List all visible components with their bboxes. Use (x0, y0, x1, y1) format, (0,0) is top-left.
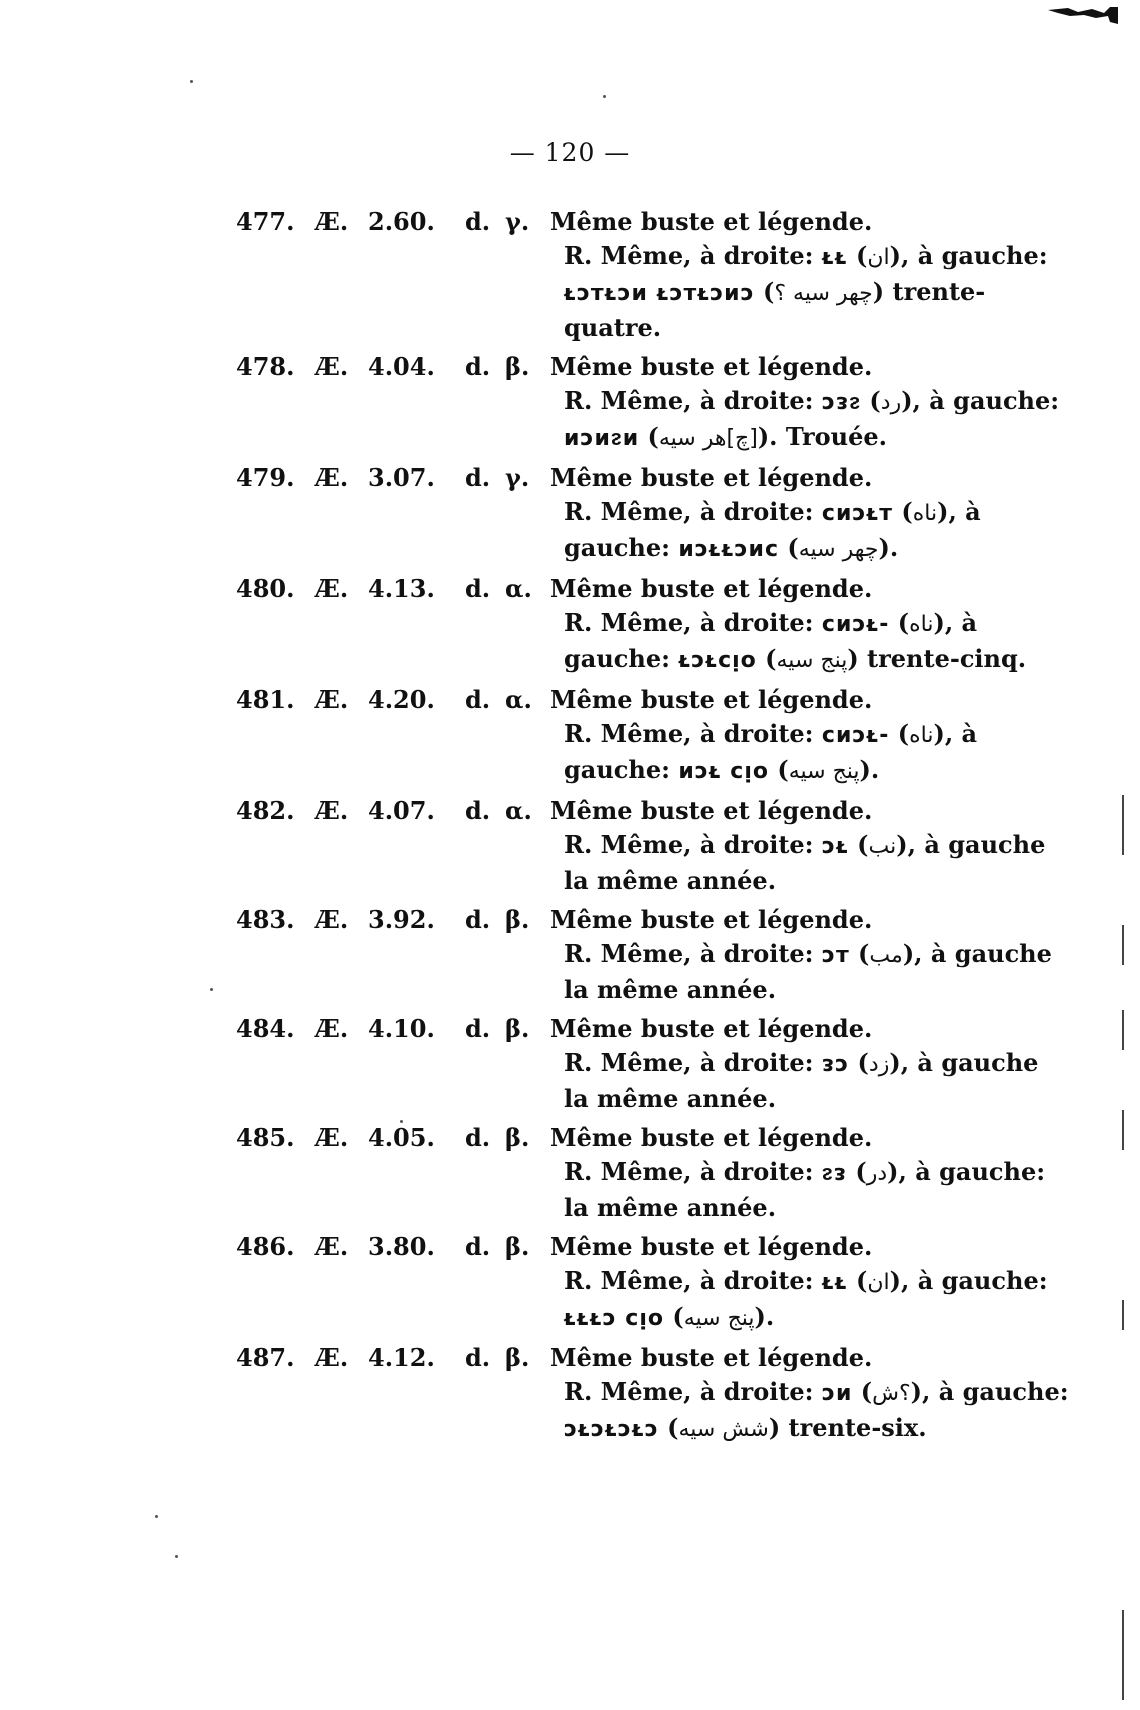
entry-diameter-mark: d. (465, 207, 491, 236)
text-segment: Même buste et légende. (550, 463, 873, 492)
pahlavi-legend: ᴄᴎᴐᴌᴛ (821, 501, 894, 526)
description-line (550, 1155, 1046, 1191)
description-line (550, 384, 1060, 420)
entry-variety: β. (505, 352, 530, 381)
arabic-transcription: شش سیه (678, 1417, 769, 1442)
entry-description (550, 461, 1030, 567)
entry-diameter-mark: d. (465, 1343, 491, 1372)
text-segment: R. Même, à droite: (564, 830, 822, 859)
text-segment: ) trente-six. (768, 1413, 927, 1442)
arabic-transcription: ان (867, 1270, 890, 1295)
text-segment: ), à (933, 608, 978, 637)
pahlavi-legend: ᴐᴛ (821, 943, 850, 968)
catalogue-entry (0, 903, 1140, 1007)
entry-metal: Æ. (315, 685, 349, 714)
text-segment: R. Même, à droite: (564, 608, 822, 637)
entry-description (550, 683, 1030, 789)
text-segment: ( (769, 755, 789, 784)
description-line (550, 794, 1030, 828)
description-line (550, 495, 1030, 531)
text-segment: ), à gauche (896, 830, 1046, 859)
text-segment: ( (658, 1413, 679, 1442)
arabic-transcription: مب (869, 943, 903, 968)
description-line (550, 572, 1030, 606)
text-segment: ( (848, 830, 869, 859)
entry-description (550, 205, 1048, 345)
page-number: — 120 — (509, 138, 631, 167)
catalogue-entry (0, 1012, 1140, 1116)
description-line (550, 1230, 1030, 1264)
entry-weight: 4.12. (368, 1343, 435, 1372)
pahlavi-legend: ᴌᴌᴌᴐ ᴄᴉᴏ (564, 1306, 664, 1331)
description-line (550, 311, 1030, 345)
text-segment: ( (754, 277, 775, 306)
paper-speck (603, 95, 606, 98)
paper-speck (155, 1515, 158, 1518)
arabic-transcription: چهر سیه ؟ (774, 281, 873, 306)
text-segment: ( (893, 497, 913, 526)
arabic-transcription: زد (868, 1052, 890, 1077)
entry-variety: α. (505, 685, 532, 714)
entry-description (550, 1341, 1069, 1447)
entry-metal: Æ. (315, 574, 349, 603)
text-segment: ), à gauche: (901, 386, 1060, 415)
arabic-transcription: در (866, 1161, 888, 1186)
entry-number: 477. (236, 207, 295, 236)
text-segment: R. Même, à droite: (564, 719, 822, 748)
description-line (550, 828, 1046, 864)
entry-metal: Æ. (315, 463, 349, 492)
text-segment: Même buste et légende. (550, 796, 873, 825)
text-segment: ( (756, 644, 777, 673)
text-segment: gauche: (564, 755, 679, 784)
text-segment: ( (861, 386, 881, 415)
pahlavi-legend: ᴄᴎᴐᴌ- (821, 612, 890, 637)
text-segment: R. Même, à droite: (564, 939, 822, 968)
arabic-transcription: پنج سیه (788, 759, 860, 784)
entry-number: 478. (236, 352, 295, 381)
description-line (550, 350, 1030, 384)
text-segment: ) trente- (872, 277, 986, 306)
description-line (550, 973, 1030, 1007)
pahlavi-legend: ᴌᴐᴛᴌᴐᴎ ᴌᴐᴛᴌᴐᴎᴐ (564, 281, 755, 306)
entry-number: 482. (236, 796, 295, 825)
entry-description (550, 1230, 1048, 1336)
text-segment: la même année. (564, 975, 777, 1004)
text-segment: ( (889, 719, 910, 748)
description-line (550, 642, 1030, 678)
pahlavi-legend: ᴌᴐᴌᴄᴉᴏ (678, 648, 757, 673)
entry-weight: 3.80. (368, 1232, 435, 1261)
text-segment: ). Trouée. (757, 422, 888, 451)
text-segment: Même buste et légende. (550, 1343, 873, 1372)
paper-speck (190, 80, 193, 83)
description-line (550, 1121, 1030, 1155)
text-segment: ), à (937, 497, 981, 526)
entry-weight: 4.04. (368, 352, 435, 381)
arabic-transcription: پنج سیه (683, 1306, 755, 1331)
description-line (550, 461, 1030, 495)
entry-diameter-mark: d. (465, 352, 491, 381)
entry-metal: Æ. (315, 1343, 349, 1372)
description-line (550, 683, 1030, 717)
entry-diameter-mark: d. (465, 1123, 491, 1152)
arabic-transcription: چهر سیه (798, 537, 879, 562)
entry-description (550, 794, 1046, 898)
pahlavi-legend: ᴌᴌ (821, 245, 848, 270)
entry-metal: Æ. (315, 1014, 349, 1043)
entry-diameter-mark: d. (465, 1014, 491, 1043)
text-segment: ), à gauche: (889, 241, 1048, 270)
entry-diameter-mark: d. (465, 905, 491, 934)
entry-variety: α. (505, 574, 532, 603)
entry-metal: Æ. (315, 796, 349, 825)
text-segment: ) trente-cinq. (847, 644, 1027, 673)
catalogue-entry (0, 572, 1140, 678)
pahlavi-legend: ᴄᴎᴐᴌ- (821, 723, 890, 748)
entry-weight: 3.07. (368, 463, 435, 492)
entry-weight: 4.20. (368, 685, 435, 714)
text-segment: la même année. (564, 1084, 777, 1113)
entry-weight: 4.13. (368, 574, 435, 603)
entry-description (550, 1012, 1039, 1116)
entry-number: 486. (236, 1232, 295, 1261)
text-segment: Même buste et légende. (550, 1123, 873, 1152)
description-line (550, 606, 1030, 642)
text-segment: Même buste et légende. (550, 352, 873, 381)
entry-diameter-mark: d. (465, 1232, 491, 1261)
entry-metal: Æ. (315, 352, 349, 381)
text-segment: Même buste et légende. (550, 207, 873, 236)
arabic-transcription: نب (868, 834, 897, 859)
text-segment: quatre. (564, 313, 662, 342)
catalogue-entry (0, 794, 1140, 898)
entry-diameter-mark: d. (465, 574, 491, 603)
text-segment: la même année. (564, 866, 777, 895)
description-line (550, 937, 1052, 973)
text-segment: ). (754, 1302, 775, 1331)
text-segment: R. Même, à droite: (564, 241, 822, 270)
pahlavi-legend: ᴌᴌ (821, 1270, 848, 1295)
text-segment: ), à gauche: (910, 1377, 1069, 1406)
entry-number: 484. (236, 1014, 295, 1043)
entry-variety: β. (505, 905, 530, 934)
entry-weight: 2.60. (368, 207, 435, 236)
entry-number: 485. (236, 1123, 295, 1152)
entry-variety: γ. (505, 207, 530, 236)
text-segment: gauche: (564, 533, 679, 562)
text-segment: Même buste et légende. (550, 1014, 873, 1043)
description-line (550, 1082, 1030, 1116)
pahlavi-legend: ᴐᴎ (821, 1381, 853, 1406)
entry-number: 483. (236, 905, 295, 934)
text-segment: Même buste et légende. (550, 1232, 873, 1261)
description-line (550, 531, 1030, 567)
description-line (550, 205, 1030, 239)
entry-diameter-mark: d. (465, 796, 491, 825)
text-segment: la même année. (564, 1193, 777, 1222)
text-segment: ( (847, 1266, 868, 1295)
pahlavi-legend: ᴈᴐ (821, 1052, 850, 1077)
entry-variety: β. (505, 1232, 530, 1261)
pahlavi-legend: ᴤᴈ (821, 1161, 848, 1186)
entry-variety: β. (505, 1014, 530, 1043)
entry-metal: Æ. (315, 207, 349, 236)
entry-description (550, 350, 1060, 456)
pahlavi-legend: ᴐᴈᴤ (821, 390, 862, 415)
text-segment: R. Même, à droite: (564, 1377, 822, 1406)
entry-description (550, 1121, 1046, 1225)
description-line (550, 1300, 1030, 1336)
arabic-transcription: پنج سیه (776, 648, 848, 673)
entry-weight: 4.05. (368, 1123, 435, 1152)
text-segment: R. Même, à droite: (564, 1266, 822, 1295)
text-segment: ( (849, 1048, 869, 1077)
entry-variety: γ. (505, 463, 530, 492)
catalogue-entry (0, 1230, 1140, 1336)
entry-metal: Æ. (315, 1123, 349, 1152)
text-segment: ). (859, 755, 880, 784)
arabic-transcription: ناه (912, 501, 938, 526)
paper-speck (175, 1555, 178, 1558)
arabic-transcription: ؟ش (872, 1381, 911, 1406)
catalogue-entries (0, 205, 1140, 1452)
entry-description (550, 903, 1052, 1007)
catalogue-entry (0, 350, 1140, 456)
entry-diameter-mark: d. (465, 685, 491, 714)
description-line (550, 1411, 1030, 1447)
entry-weight: 4.07. (368, 796, 435, 825)
text-segment: Même buste et légende. (550, 574, 873, 603)
catalogue-entry (0, 205, 1140, 345)
text-segment: Même buste et légende. (550, 685, 873, 714)
entry-number: 481. (236, 685, 295, 714)
arabic-transcription: رد (880, 390, 902, 415)
catalogue-entry (0, 461, 1140, 567)
catalogue-entry (0, 1121, 1140, 1225)
description-line (550, 1375, 1069, 1411)
catalogue-entry (0, 683, 1140, 789)
description-line (550, 1341, 1030, 1375)
text-segment: ). (878, 533, 899, 562)
description-line (550, 864, 1030, 898)
description-line (550, 1046, 1039, 1082)
text-segment: ( (852, 1377, 873, 1406)
description-line (550, 239, 1048, 275)
entry-variety: β. (505, 1343, 530, 1372)
text-segment: R. Même, à droite: (564, 1048, 822, 1077)
text-segment: ( (639, 422, 659, 451)
text-segment: ), à gauche: (889, 1266, 1048, 1295)
text-segment: ), à gauche (889, 1048, 1039, 1077)
entry-weight: 4.10. (368, 1014, 435, 1043)
arabic-transcription: ناه (909, 612, 934, 637)
entry-weight: 3.92. (368, 905, 435, 934)
text-segment: ), à gauche (902, 939, 1052, 968)
text-segment: R. Même, à droite: (564, 497, 822, 526)
description-line (550, 903, 1030, 937)
description-line (550, 1264, 1048, 1300)
entry-number: 480. (236, 574, 295, 603)
description-line (550, 1012, 1030, 1046)
description-line (550, 1191, 1030, 1225)
text-segment: R. Même, à droite: (564, 386, 822, 415)
entry-diameter-mark: d. (465, 463, 491, 492)
text-segment: ( (889, 608, 910, 637)
entry-variety: β. (505, 1123, 530, 1152)
entry-description (550, 572, 1030, 678)
corner-ink-mark (1048, 4, 1122, 24)
text-segment: gauche: (564, 644, 679, 673)
text-segment: ( (663, 1302, 684, 1331)
pahlavi-legend: ᴎᴐᴌᴌᴐᴎᴄ (678, 537, 779, 562)
text-segment: R. Même, à droite: (564, 1157, 822, 1186)
description-line (550, 753, 1030, 789)
arabic-transcription: [چ]هر سیه (658, 426, 758, 451)
entry-number: 487. (236, 1343, 295, 1372)
text-segment: ), à (933, 719, 978, 748)
description-line (550, 275, 1030, 311)
text-segment: Même buste et légende. (550, 905, 873, 934)
arabic-transcription: ناه (909, 723, 934, 748)
pahlavi-legend: ᴎᴐᴌ ᴄᴉᴏ (678, 759, 769, 784)
text-segment: ( (847, 241, 868, 270)
text-segment: ( (849, 939, 870, 968)
arabic-transcription: ان (867, 245, 890, 270)
entry-number: 479. (236, 463, 295, 492)
catalogue-entry (0, 1341, 1140, 1447)
text-segment: ( (847, 1157, 867, 1186)
entry-metal: Æ. (315, 905, 349, 934)
pahlavi-legend: ᴎᴐᴎᴤᴎ (564, 426, 640, 451)
entry-variety: α. (505, 796, 532, 825)
margin-rule (1122, 1610, 1124, 1700)
text-segment: ( (779, 533, 799, 562)
pahlavi-legend: ᴐᴌᴐᴌᴐᴌᴐ (564, 1417, 659, 1442)
entry-metal: Æ. (315, 1232, 349, 1261)
description-line (550, 420, 1030, 456)
pahlavi-legend: ᴐᴌ (821, 834, 849, 859)
description-line (550, 717, 1030, 753)
text-segment: ), à gauche: (887, 1157, 1046, 1186)
